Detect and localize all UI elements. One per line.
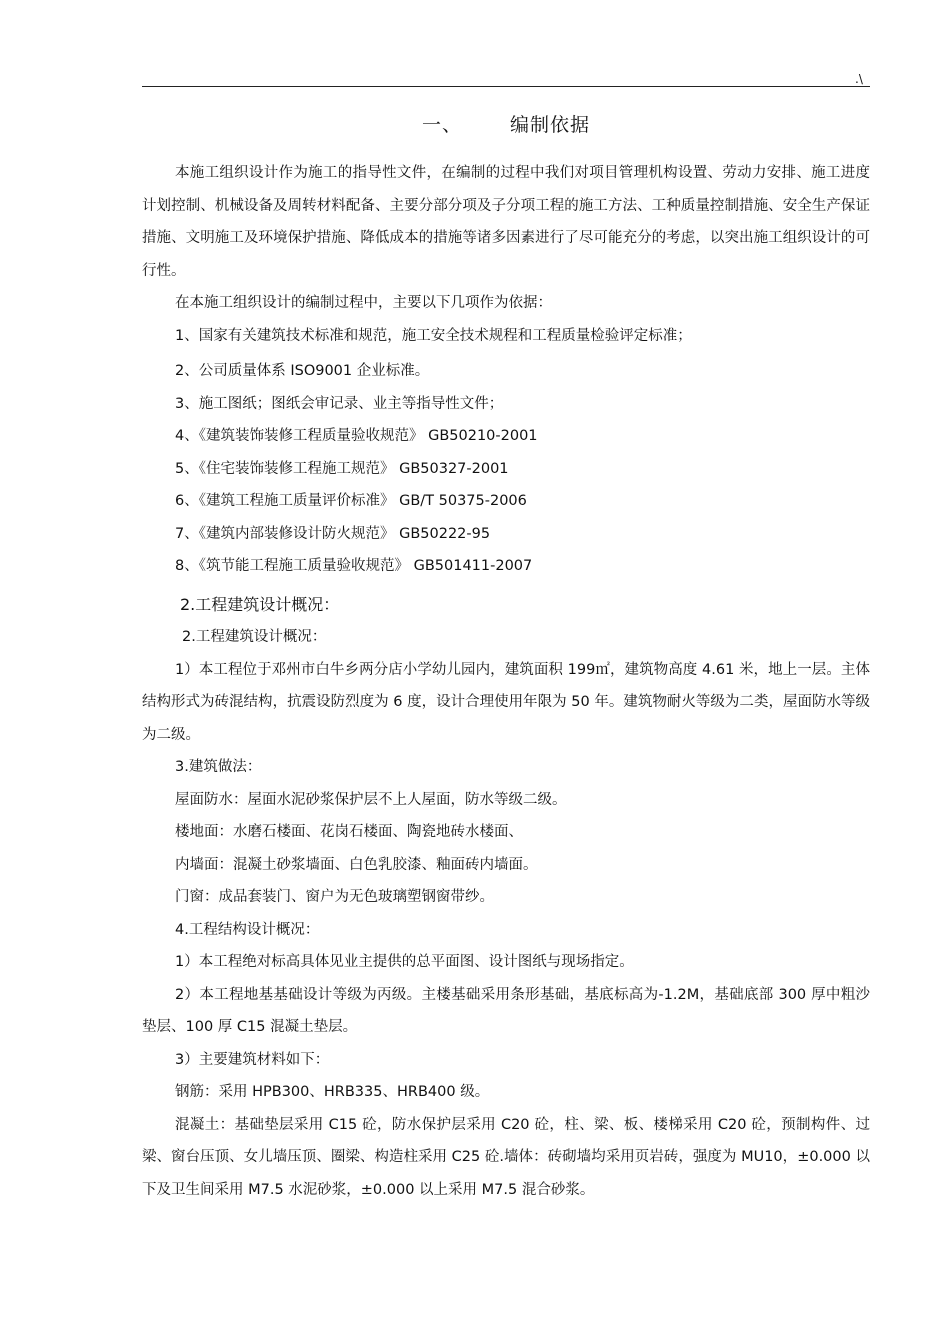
basis-item: 7、《建筑内部装修设计防火规范》 GB50222-95 [175, 525, 491, 542]
section2-heading: 2.工程建筑设计概况： [180, 594, 340, 614]
header-mark: .\ [855, 72, 863, 86]
structure-paragraph: 2）本工程地基基础设计等级为丙级。主楼基础采用条形基础，基底标高为-1.2M，基础底部 300 厚中粗沙垫层、100 厚 C15 混凝土垫层。 [142, 986, 870, 1035]
basis-item: 4、《建筑装饰装修工程质量验收规范》 GB50210-2001 [175, 428, 538, 444]
section2-subheading: 2.工程建筑设计概况： [182, 629, 327, 645]
section2-paragraph: 1）本工程位于邓州市白牛乡两分店小学幼儿园内，建筑面积 199㎡，建筑物高度 4.61 米，地上一层。主体结构形式为砖混结构，抗震设防烈度为 6 度，设计合理使用年限为 50 年。建筑物耐火等级为二类，屋面防水等级为二级。 [142, 661, 870, 743]
materials-concrete: 混凝土：基础垫层采用 C15 砼，防水保护层采用 C20 砼，柱、梁、板、楼梯采用 C20 砼，预制构件、过梁、窗台压顶、女儿墙压顶、圈梁、构造柱采用 C25 砼.墙体：砖砌墙均采用页岩砖，强度为 MU10，±0.000 以下及卫生间采用 M7.5 水泥砂浆，±0.000 以上采用 M7.5 混合砂浆。 [142, 1116, 870, 1198]
materials-rebar: 钢筋：采用 HPB300、HRB335、HRB400 级。 [175, 1084, 490, 1100]
basis-item: 5、《住宅装饰装修工程施工规范》 GB50327-2001 [175, 460, 509, 477]
practice-item: 屋面防水：屋面水泥砂浆保护层不上人屋面，防水等级二级。 [175, 791, 567, 808]
section-title-text: 编制依据 [510, 114, 591, 136]
section-number: 一、 [421, 114, 462, 136]
section3-heading: 3.建筑做法： [175, 759, 262, 775]
section4-heading: 4.工程结构设计概况： [175, 921, 320, 938]
practice-item: 楼地面：水磨石楼面、花岗石楼面、陶瓷地砖水楼面、 [175, 824, 523, 840]
basis-item: 3、施工图纸；图纸会审记录、业主等指导性文件； [175, 395, 504, 412]
basis-item: 2、公司质量体系 ISO9001 企业标准。 [175, 363, 430, 379]
basis-lead: 在本施工组织设计的编制过程中，主要以下几项作为依据： [175, 295, 552, 311]
intro-paragraph: 本施工组织设计作为施工的指导性文件，在编制的过程中我们对项目管理机构设置、劳动力安排、施工进度计划控制、机械设备及周转材料配备、主要分部分项及子分项工程的施工方法、工种质量控制措施、安全生产保证措施、文明施工及环境保护措施、降低成本的措施等诸多因素进行了尽可能充分的考虑，以突出施工组织设计的可行性。 [142, 165, 870, 279]
document-body [142, 110, 870, 1206]
basis-item: 6、《建筑工程施工质量评价标准》 GB/T 50375-2006 [175, 493, 527, 509]
basis-item: 1、国家有关建筑技术标准和规范，施工安全技术规程和工程质量检验评定标准； [175, 327, 692, 344]
structure-paragraph: 1）本工程绝对标高具体见业主提供的总平面图、设计图纸与现场指定。 [175, 954, 634, 970]
practice-item: 内墙面：混凝土砂浆墙面、白色乳胶漆、釉面砖内墙面。 [175, 856, 538, 873]
structure-paragraph: 3）主要建筑材料如下： [175, 1051, 330, 1068]
practice-item: 门窗：成品套装门、窗户为无色玻璃塑钢窗带纱。 [175, 889, 494, 905]
basis-item: 8、《筑节能工程施工质量验收规范》 GB501411-2007 [175, 558, 533, 574]
header-rule [142, 86, 870, 87]
section-title [142, 110, 870, 137]
